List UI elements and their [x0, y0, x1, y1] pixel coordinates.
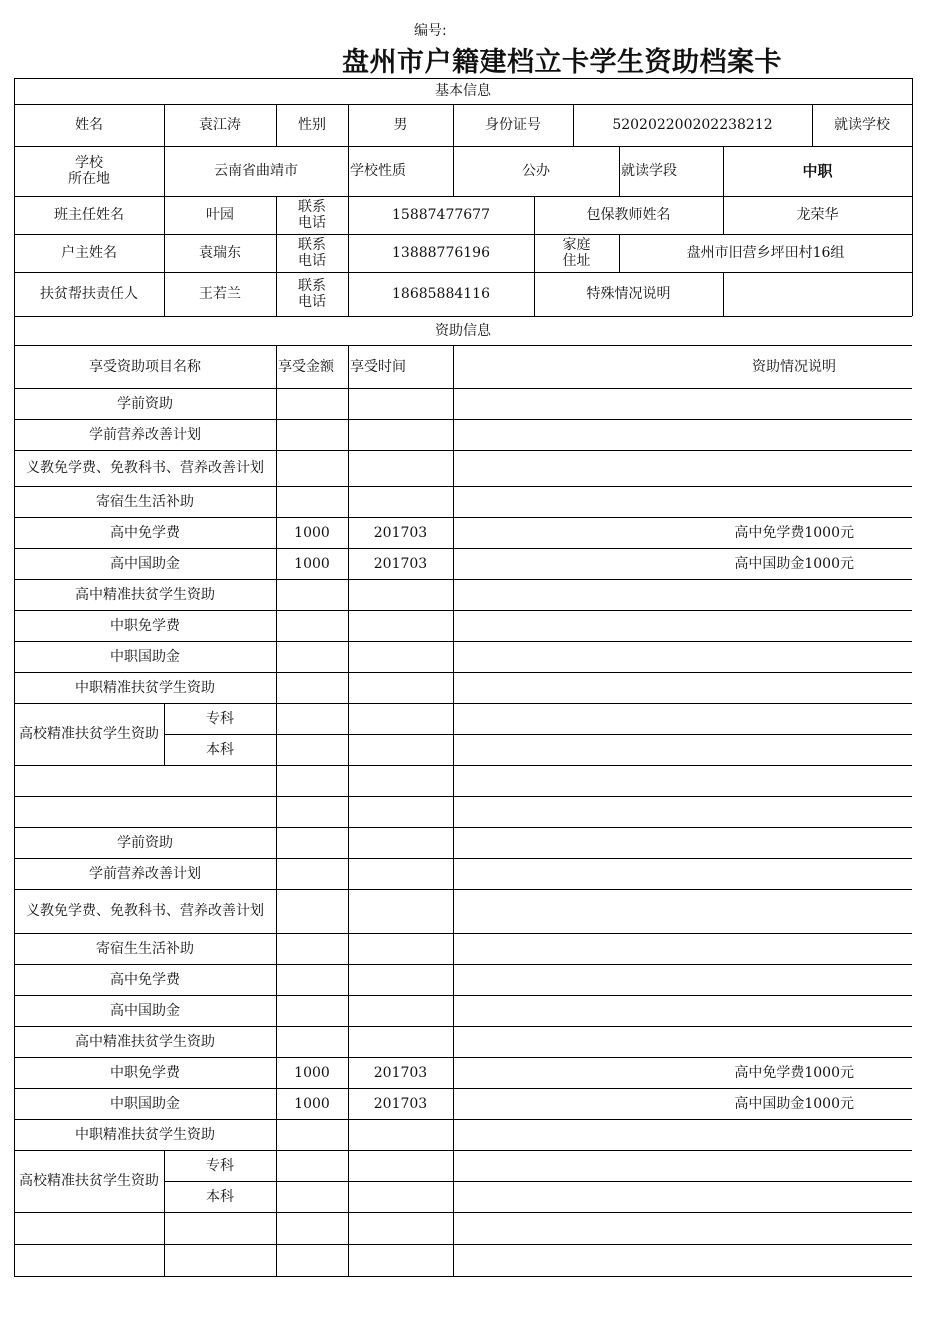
aid-note: 高中国助金1000元 [734, 555, 854, 572]
aid-note [453, 419, 912, 450]
grid-line [453, 827, 454, 858]
grid-line [453, 146, 454, 196]
aid-item-name: 高中免学费 [110, 971, 180, 988]
grid-line [348, 1119, 349, 1150]
aid-amount [276, 419, 348, 450]
grid-line [164, 1244, 165, 1276]
school-location-value: 云南省曲靖市 [214, 163, 298, 179]
aid-time: 201703 [373, 1064, 428, 1081]
grid-line [14, 1212, 912, 1213]
grid-line [276, 104, 277, 146]
stage-label: 就读学段 [621, 163, 677, 179]
aid-item-name: 寄宿生生活补助 [96, 493, 194, 510]
grid-line [534, 272, 535, 316]
grid-line [453, 1088, 454, 1119]
grid-line [348, 1057, 349, 1088]
grid-line [164, 272, 165, 316]
aid-amount: 1000 [294, 1095, 330, 1112]
grid-line [276, 889, 277, 933]
grid-line [348, 964, 349, 995]
grid-line [276, 196, 277, 234]
grid-line [276, 388, 277, 419]
name-label: 姓名 [75, 117, 103, 133]
grid-line [573, 104, 574, 146]
grid-line [453, 765, 454, 796]
aid-note [453, 486, 912, 517]
address-value: 盘州市旧营乡坪田村16组 [686, 245, 845, 261]
grid-line [14, 1276, 912, 1277]
school-label: 就读学校 [834, 117, 890, 133]
aid-time [348, 610, 453, 641]
grid-line [276, 1119, 277, 1150]
grid-line [348, 104, 349, 146]
school-location-label: 学校 所在地 [68, 155, 110, 187]
grid-line [348, 827, 349, 858]
grid-line [453, 579, 454, 610]
university-aid-label: 高校精准扶贫学生资助 [19, 726, 159, 742]
grid-line [723, 196, 724, 234]
grid-line [348, 858, 349, 889]
grid-line [276, 858, 277, 889]
col-header-time: 享受时间 [350, 358, 406, 375]
aid-amount [276, 995, 348, 1026]
aid-item-name: 学前营养改善计划 [89, 426, 201, 443]
grid-line [276, 579, 277, 610]
grid-line [619, 234, 620, 272]
grid-line [276, 641, 277, 672]
aid-item-name: 中职免学费 [110, 617, 180, 634]
helper-value: 王若兰 [199, 286, 241, 302]
aid-amount: 1000 [294, 1064, 330, 1081]
aid-note [453, 672, 912, 703]
grid-line [276, 796, 277, 827]
grid-line [164, 734, 912, 735]
aid-time [348, 889, 453, 933]
aid-amount [276, 933, 348, 964]
grid-line [276, 1212, 277, 1244]
aid-note: 高中免学费1000元 [734, 524, 854, 541]
college-label: 专科 [206, 710, 234, 727]
aid-note [453, 995, 912, 1026]
id-number-value: 520202200202238212 [612, 117, 773, 133]
grid-line [276, 548, 277, 579]
grid-line [348, 610, 349, 641]
grid-line [723, 272, 724, 316]
grid-line [534, 196, 535, 234]
aid-amount [276, 579, 348, 610]
aid-note [453, 579, 912, 610]
grid-line [348, 450, 349, 486]
grid-line [164, 234, 165, 272]
aid-item-name: 中职国助金 [110, 1095, 180, 1112]
helper-phone-value: 18685884116 [392, 286, 490, 302]
aid-amount [276, 964, 348, 995]
grid-line [348, 272, 349, 316]
aid-item-name: 高中国助金 [110, 1002, 180, 1019]
grid-line [453, 388, 454, 419]
grid-line [453, 889, 454, 933]
grid-line [348, 388, 349, 419]
aid-amount [276, 486, 348, 517]
grid-line [723, 146, 724, 196]
grid-line [164, 104, 165, 146]
householder-phone-value: 13888776196 [392, 245, 490, 261]
teacher-value: 叶园 [206, 207, 234, 223]
grid-line [276, 1026, 277, 1057]
aid-item-name: 高中精准扶贫学生资助 [75, 586, 215, 603]
aid-time [348, 933, 453, 964]
aid-amount [276, 672, 348, 703]
grid-line [453, 450, 454, 486]
grid-line [453, 1212, 454, 1244]
grid-line [276, 933, 277, 964]
grid-line [534, 234, 535, 272]
grid-line [276, 234, 277, 272]
grid-line [276, 272, 277, 316]
grid-line [453, 1026, 454, 1057]
gender-value: 男 [393, 117, 408, 133]
aid-amount [276, 889, 348, 933]
aid-note [453, 388, 912, 419]
grid-line [348, 933, 349, 964]
grid-line [276, 827, 277, 858]
grid-line [348, 146, 349, 196]
university-aid-label: 高校精准扶贫学生资助 [19, 1173, 159, 1189]
aid-time [348, 964, 453, 995]
address-label: 家庭 住址 [562, 237, 591, 269]
aid-item-name: 义教免学费、免教科书、营养改善计划 [26, 460, 264, 476]
grid-line [348, 517, 349, 548]
grid-line [812, 104, 813, 146]
grid-line [348, 579, 349, 610]
teacher-label: 班主任姓名 [54, 207, 124, 223]
aid-time [348, 1026, 453, 1057]
aid-item-name: 学前资助 [117, 395, 173, 412]
aid-note [453, 827, 912, 858]
grid-line [348, 995, 349, 1026]
aid-time [348, 388, 453, 419]
school-type-label: 学校性质 [350, 163, 406, 179]
aid-time [348, 1119, 453, 1150]
aid-item-name: 高中精准扶贫学生资助 [75, 1033, 215, 1050]
grid-line [164, 1181, 912, 1182]
grid-line [348, 419, 349, 450]
grid-line [276, 964, 277, 995]
aid-amount [276, 1026, 348, 1057]
grid-line [453, 486, 454, 517]
grid-line [164, 196, 165, 234]
grid-line [619, 146, 620, 196]
col-header-item: 享受资助项目名称 [89, 358, 201, 375]
mentor-label: 包保教师姓名 [586, 207, 671, 223]
aid-time: 201703 [373, 555, 428, 572]
grid-line [348, 796, 349, 827]
aid-time [348, 827, 453, 858]
aid-time [348, 579, 453, 610]
aid-note [453, 889, 912, 933]
aid-time: 201703 [373, 1095, 428, 1112]
aid-time [348, 641, 453, 672]
aid-item-name: 高中免学费 [110, 524, 180, 541]
grid-line [276, 672, 277, 703]
grid-line [348, 765, 349, 796]
special-value [723, 272, 912, 316]
aid-info-heading: 资助信息 [435, 322, 491, 339]
grid-line [453, 548, 454, 579]
grid-line [348, 548, 349, 579]
grid-line [453, 1244, 454, 1276]
grid-line [453, 345, 454, 388]
aid-time [348, 672, 453, 703]
grid-line [276, 450, 277, 486]
grid-line [453, 641, 454, 672]
grid-line [453, 419, 454, 450]
aid-note [453, 641, 912, 672]
aid-item-name: 高中国助金 [110, 555, 180, 572]
grid-line [348, 1026, 349, 1057]
col-header-amount: 享受金额 [278, 358, 334, 375]
householder-label: 户主姓名 [61, 245, 117, 261]
grid-line [453, 933, 454, 964]
aid-time [348, 995, 453, 1026]
grid-line [348, 345, 349, 388]
aid-item-name: 中职精准扶贫学生资助 [75, 1126, 215, 1143]
teacher-phone-label: 联系 电话 [298, 199, 326, 231]
aid-item-name: 义教免学费、免教科书、营养改善计划 [26, 903, 264, 919]
aid-note: 高中国助金1000元 [734, 1095, 854, 1112]
grid-line [276, 1088, 277, 1119]
grid-line [453, 517, 454, 548]
grid-line [276, 345, 277, 388]
grid-line [276, 517, 277, 548]
grid-line [453, 1057, 454, 1088]
aid-amount [276, 388, 348, 419]
aid-note [453, 610, 912, 641]
college-label: 专科 [206, 1157, 234, 1174]
aid-note: 高中免学费1000元 [734, 1064, 854, 1081]
mentor-value: 龙荣华 [796, 207, 839, 223]
householder-phone-label: 联系 电话 [298, 237, 326, 269]
grid-line [276, 1244, 277, 1276]
aid-time [348, 419, 453, 450]
grid-line [453, 1119, 454, 1150]
grid-line [453, 672, 454, 703]
aid-time [348, 450, 453, 486]
aid-item-name: 寄宿生生活补助 [96, 940, 194, 957]
aid-item-name: 中职免学费 [110, 1064, 180, 1081]
grid-line [912, 78, 913, 316]
aid-amount: 1000 [294, 524, 330, 541]
gender-label: 性别 [298, 117, 326, 133]
helper-phone-label: 联系 电话 [298, 278, 326, 310]
aid-time [348, 486, 453, 517]
grid-line [348, 196, 349, 234]
aid-note [453, 933, 912, 964]
grid-line [348, 234, 349, 272]
grid-line [276, 610, 277, 641]
grid-line [348, 486, 349, 517]
aid-time: 201703 [373, 524, 428, 541]
bachelor-label: 本科 [206, 741, 234, 758]
aid-note [453, 1119, 912, 1150]
grid-line [453, 858, 454, 889]
aid-amount [276, 610, 348, 641]
teacher-phone-value: 15887477677 [392, 207, 490, 223]
grid-line [14, 765, 912, 766]
grid-line [276, 486, 277, 517]
aid-amount [276, 641, 348, 672]
aid-time [348, 858, 453, 889]
school-type-value: 公办 [522, 163, 550, 179]
grid-line [14, 1244, 912, 1245]
aid-note [453, 964, 912, 995]
aid-item-name: 中职精准扶贫学生资助 [75, 679, 215, 696]
name-value: 袁江涛 [199, 117, 241, 133]
grid-line [348, 672, 349, 703]
aid-note [453, 450, 912, 486]
householder-value: 袁瑞东 [199, 245, 241, 261]
grid-line [164, 1212, 165, 1244]
grid-line [276, 1057, 277, 1088]
basic-info-heading: 基本信息 [435, 83, 491, 99]
grid-line [348, 641, 349, 672]
aid-item-name: 学前营养改善计划 [89, 865, 201, 882]
helper-label: 扶贫帮扶责任人 [40, 286, 138, 302]
aid-amount: 1000 [294, 555, 330, 572]
grid-line [276, 995, 277, 1026]
aid-item-name: 中职国助金 [110, 648, 180, 665]
aid-amount [276, 1119, 348, 1150]
grid-line [453, 995, 454, 1026]
grid-line [348, 1088, 349, 1119]
grid-line [348, 1212, 349, 1244]
col-header-note: 资助情况说明 [752, 358, 836, 375]
grid-line [453, 964, 454, 995]
grid-line [348, 889, 349, 933]
grid-line [14, 796, 912, 797]
aid-amount [276, 450, 348, 486]
grid-line [276, 419, 277, 450]
stage-value: 中职 [802, 162, 833, 180]
aid-note [453, 858, 912, 889]
page-title: 盘州市户籍建档立卡学生资助档案卡 [342, 47, 782, 78]
grid-line [276, 765, 277, 796]
grid-line [348, 1244, 349, 1276]
grid-line [453, 796, 454, 827]
aid-amount [276, 827, 348, 858]
serial-label: 编号: [414, 23, 447, 39]
grid-line [164, 146, 165, 196]
aid-item-name: 学前资助 [117, 834, 173, 851]
grid-line [453, 104, 454, 146]
aid-amount [276, 858, 348, 889]
id-number-label: 身份证号 [485, 117, 541, 133]
bachelor-label: 本科 [206, 1188, 234, 1205]
grid-line [453, 610, 454, 641]
aid-note [453, 1026, 912, 1057]
special-label: 特殊情况说明 [586, 286, 671, 302]
